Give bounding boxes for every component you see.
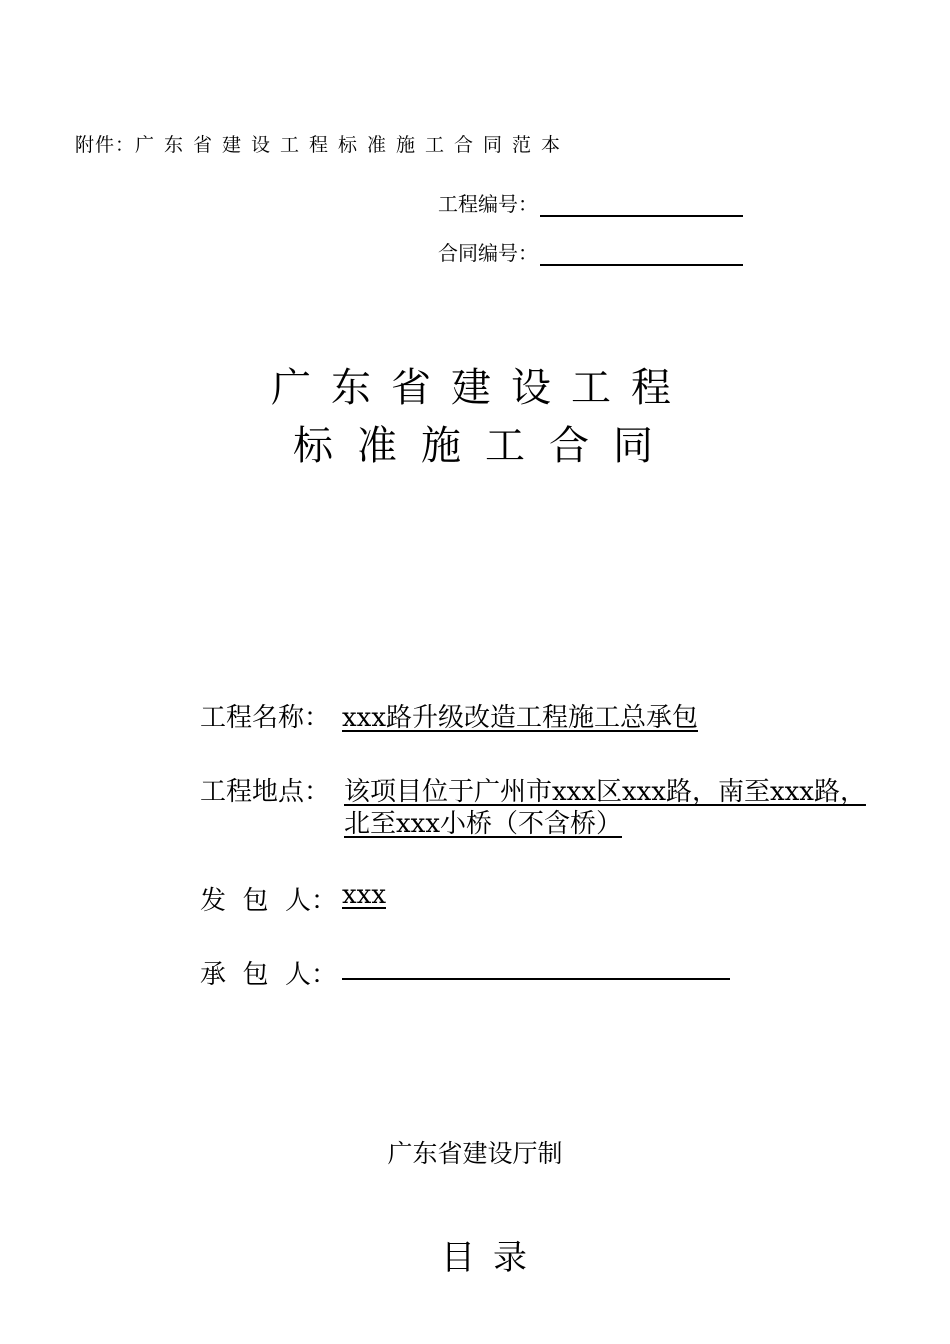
contract-number-label: 合同编号：: [438, 241, 538, 265]
attachment-text: 广东省建设工程标准施工合同范本: [135, 134, 571, 156]
project-name-value: xxx路升级改造工程施工总承包: [342, 703, 698, 733]
project-number-row: [438, 188, 743, 217]
contract-number-blank: [540, 244, 743, 266]
contractor-label: 承 包 人：: [200, 960, 338, 990]
employer-value: xxx: [342, 880, 386, 910]
issuer: 广东省建设厅制: [387, 1139, 563, 1168]
location-label: 工程地点：: [200, 777, 331, 807]
project-name-label: 工程名称：: [200, 703, 331, 733]
attachment-prefix: 附件：: [75, 134, 136, 156]
attachment-note: [75, 130, 570, 157]
project-number-label: 工程编号：: [438, 192, 538, 216]
location-value-line2: 北至xxx小桥（不含桥）: [344, 809, 622, 839]
project-number-blank: [540, 195, 743, 217]
page-title-line2: 标准施工合同: [293, 423, 677, 469]
employer-label: 发 包 人：: [200, 886, 338, 916]
contract-number-row: [438, 237, 743, 266]
location-value-line1: 该项目位于广州市xxx区xxx路，南至xxx路，: [344, 777, 866, 807]
page-title-line1: 广东省建设工程: [271, 365, 691, 411]
toc-heading: 目录: [441, 1238, 545, 1278]
contractor-blank: [342, 978, 730, 980]
